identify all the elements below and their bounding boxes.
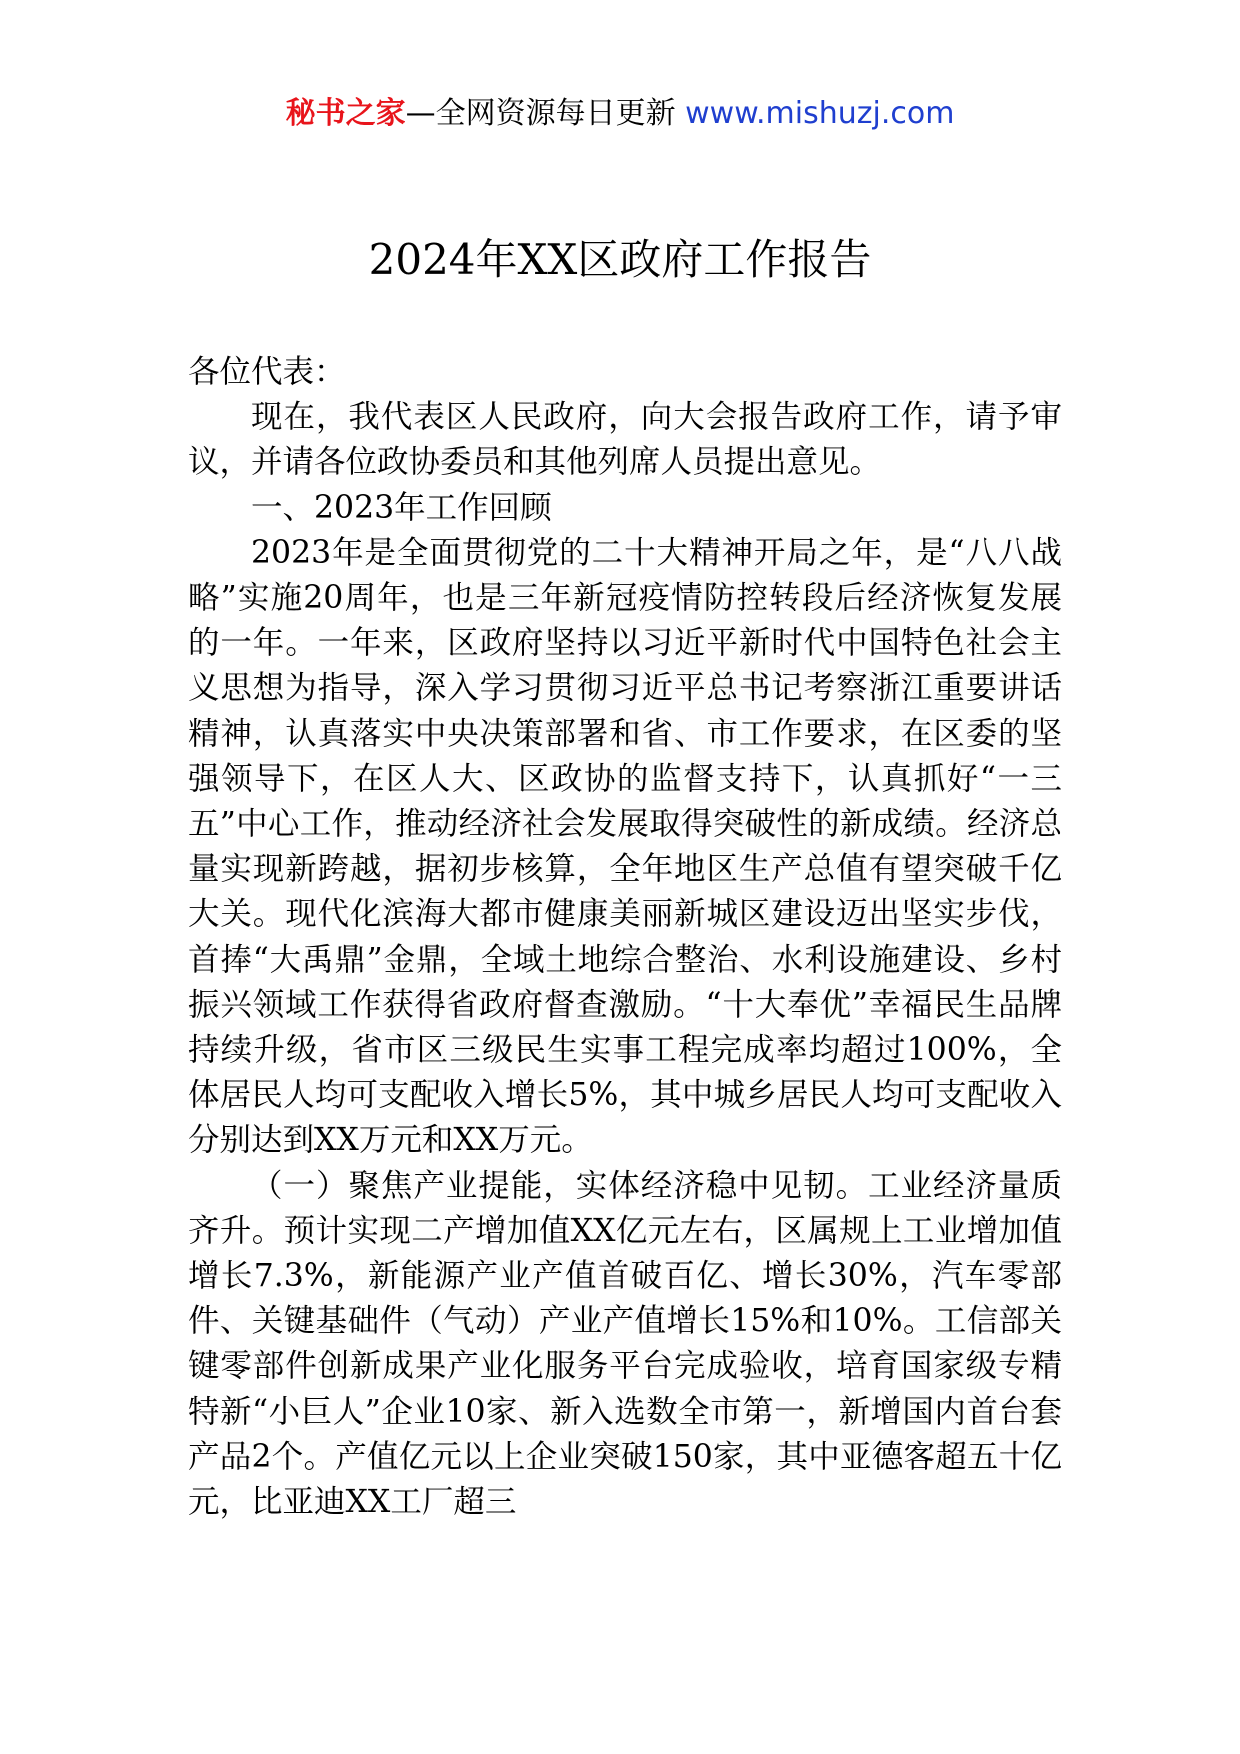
banner-slogan: —全网资源每日更新 <box>405 96 686 131</box>
paragraph-review: 2023年是全面贯彻党的二十大精神开局之年，是“八八战略”实施20周年，也是三年新冠疫情防控转段后经济恢复发展的一年。一年来，区政府坚持以习近平新时代中国特色社会主义思想为指导，深入学习贯彻习近平总书记考察浙江重要讲话精神，认真落实中央决策部署和省、市工作要求，在区委的坚强领导下，在区人大、区政协的监督支持下，认真抓好“一三五”中心工作，推动经济社会发展取得突破性的新成绩。经济总量实现新跨越，据初步核算，全年地区生产总值有望突破千亿大关。现代化滨海大都市健康美丽新城区建设迈出坚实步伐，首捧“大禹鼎”金鼎，全域土地综合整治、水利设施建设、乡村振兴领域工作获得省政府督查激励。“十大奉优”幸福民生品牌持续升级，省市区三级民生实事工程完成率均超过100%，全体居民人均可支配收入增长5%，其中城乡居民人均可支配收入分别达到XX万元和XX万元。 <box>188 534 1062 1159</box>
site-banner <box>0 94 1240 134</box>
banner-url-link[interactable]: www.mishuzj.com <box>685 96 955 131</box>
section-heading: 一、2023年工作回顾 <box>251 489 552 526</box>
document-title: 2024年XX区政府工作报告 <box>368 235 872 284</box>
salutation: 各位代表： <box>188 354 346 390</box>
document-body <box>188 350 1062 1525</box>
paragraph-industry: （一）聚焦产业提能，实体经济稳中见韧。工业经济量质齐升。预计实现二产增加值XX亿元左右，区属规上工业增加值增长7.3%，新能源产业产值首破百亿、增长30%，汽车零部件、关键基础件（气动）产业产值增长15%和10%。工信部关键零部件创新成果产业化服务平台完成验收，培育国家级专精特新“小巨人”企业10家、新入选数全市第一，新增国内首台套产品2个。产值亿元以上企业突破150家，其中亚德客超五十亿元，比亚迪XX工厂超三 <box>188 1167 1062 1521</box>
paragraph-intro: 现在，我代表区人民政府，向大会报告政府工作，请予审议，并请各位政协委员和其他列席人员提出意见。 <box>188 399 1062 481</box>
banner-brand: 秘书之家 <box>285 96 406 131</box>
